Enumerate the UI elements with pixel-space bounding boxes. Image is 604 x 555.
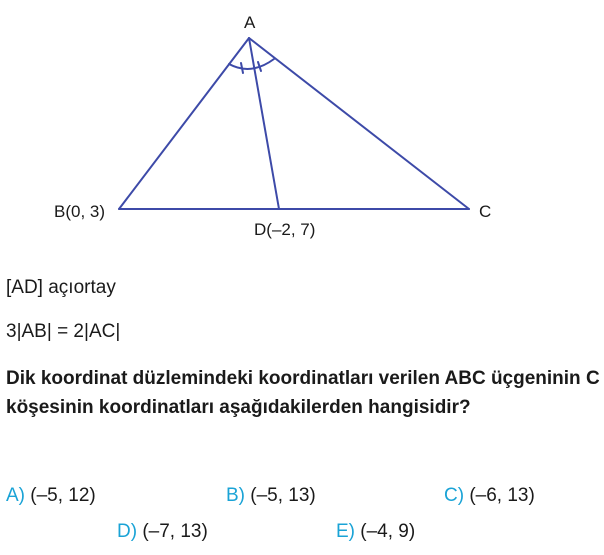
option-a-value: (–5, 12) — [30, 485, 96, 506]
angle-tick-right — [258, 62, 261, 71]
label-a: A — [244, 13, 256, 32]
option-e[interactable] — [336, 522, 415, 541]
option-a[interactable] — [6, 486, 96, 505]
option-d[interactable] — [117, 522, 208, 541]
angle-arc — [229, 59, 274, 69]
given-bisector: [AD] açıortay — [6, 277, 116, 298]
option-e-letter: E) — [336, 521, 355, 542]
option-b[interactable] — [226, 486, 316, 505]
bisector-ad — [249, 38, 279, 209]
option-b-letter: B) — [226, 485, 245, 506]
option-b-value: (–5, 13) — [250, 485, 316, 506]
given-ratio: 3|AB| = 2|AC| — [6, 321, 121, 342]
option-d-letter: D) — [117, 521, 138, 542]
option-c-value: (–6, 13) — [469, 485, 535, 506]
angle-tick-left — [241, 63, 243, 73]
question-text: Dik koordinat düzlemindeki koordinatları verilen ABC üçgeninin C köşesinin koordinatları aşağıdakilerden hangisidir? — [6, 368, 600, 418]
side-ac — [249, 38, 469, 209]
label-d: D(–2, 7) — [254, 220, 316, 239]
label-b: B(0, 3) — [54, 202, 106, 221]
option-e-value: (–4, 9) — [360, 521, 416, 542]
option-a-letter: A) — [6, 485, 25, 506]
option-c[interactable] — [444, 486, 535, 505]
triangle-figure — [0, 0, 604, 245]
label-c: C — [479, 202, 492, 221]
option-d-value: (–7, 13) — [142, 521, 208, 542]
option-c-letter: C) — [444, 485, 465, 506]
